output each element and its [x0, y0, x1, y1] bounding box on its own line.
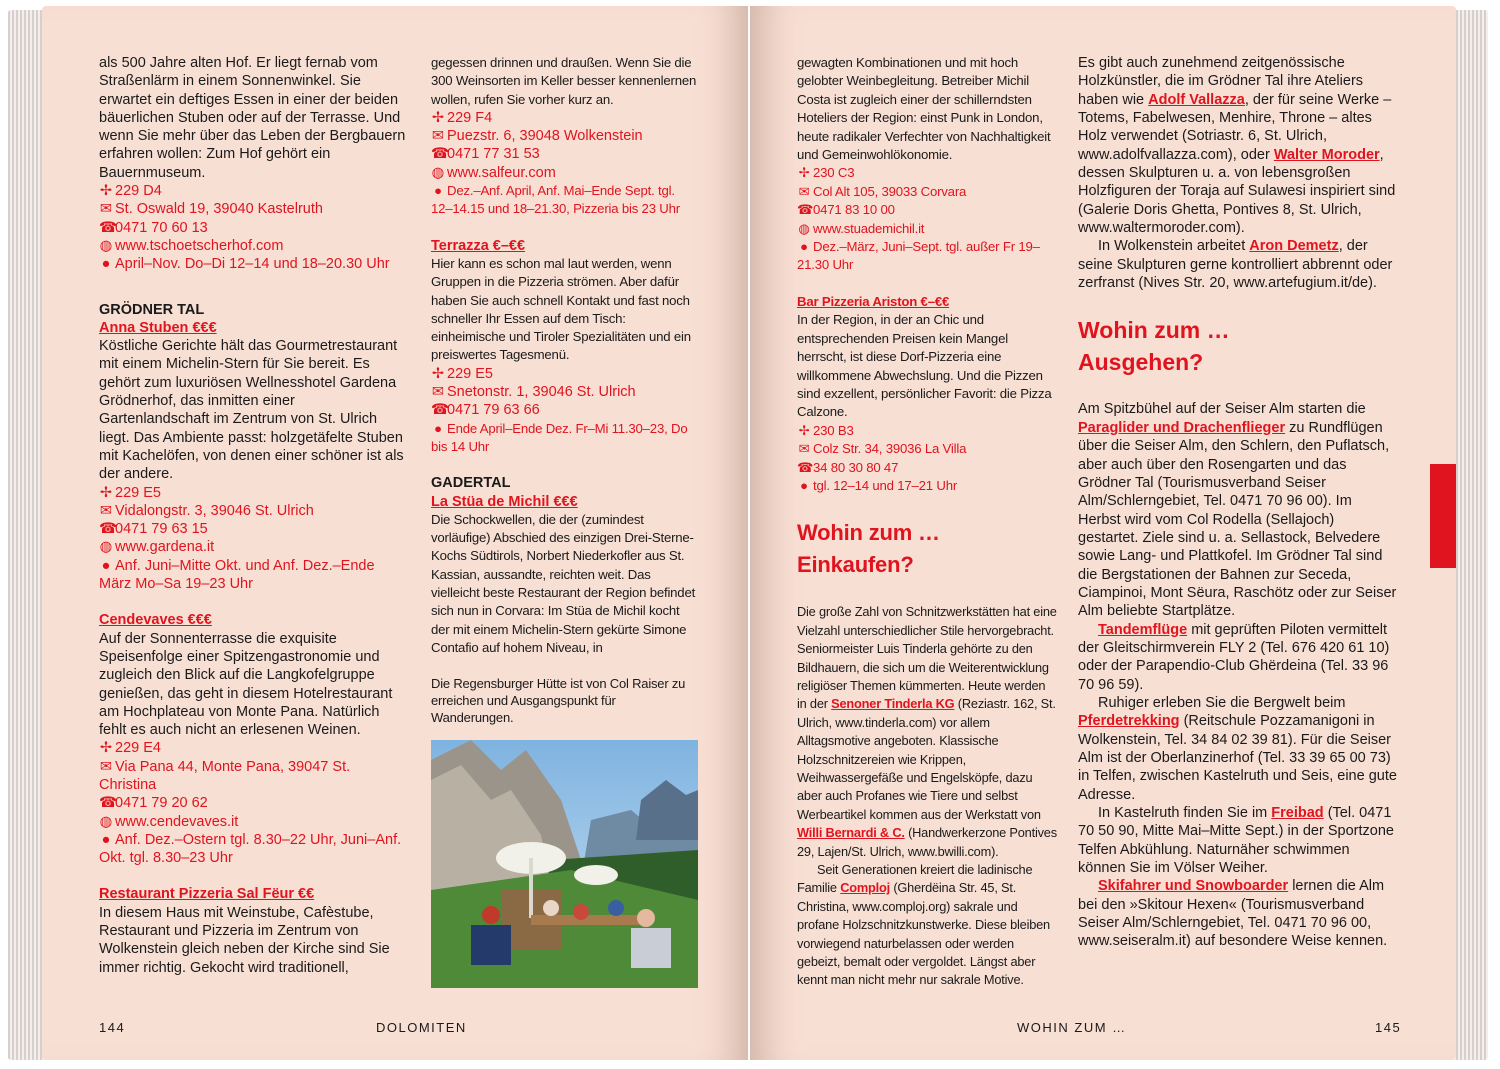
intro-text: gewagten Kombinationen und mit hoch gelobter Weinbegleitung. Betreiber Michil Costa ist zugleich einer der schillerndsten Hoteliers der Region: einst Punk in London, heute radikaler Verfechter von Nachhaltigkeit und Gemeinwohlökonomie. — [797, 55, 1051, 163]
inline-link-comploj[interactable]: Comploj — [840, 880, 890, 896]
info-block: ✢ 229 E5 ✉ Vidalongstr. 3, 39046 St. Ulrich ☎0471 79 63 15 ◍ www.gardena.it ● Anf. Juni–Mitte Okt. und Anf. Dez.–Ende März Mo–Sa 19–23 Uhr — [99, 484, 375, 593]
section-heading-einkaufen: Wohin zum … Einkaufen? — [797, 520, 940, 578]
clock-icon: ● — [101, 831, 111, 848]
clock-icon: ● — [101, 256, 111, 273]
website-link[interactable]: www.stuademichil.it — [813, 220, 925, 236]
left-column-1 — [99, 54, 409, 995]
address-icon: ✉ — [431, 384, 445, 401]
web-icon: ◍ — [99, 813, 113, 830]
entry-anna-stuben — [99, 319, 409, 593]
map-icon: ✢ — [99, 740, 113, 757]
entry-bar-pizzeria-ariston — [797, 293, 1057, 495]
map-icon: ✢ — [798, 165, 810, 181]
right-column-1 — [797, 54, 1057, 990]
paragraph: Es gibt auch zunehmend zeitgenössische Holzkünstler, die im Grödner Tal ihre Ateliers haben wie Adolf Vallazza, der für seine Werke – Totems, Fabelwesen, Menhire, Throne – altes Holz verwendet (Sotriastr. 6, St. Ulrich, www.adolfvallazza.com), oder Walter Moroder, dessen Skulpturen u. a. von lebensgroßen Holzfiguren der Toraja auf Sulawesi inspiriert sind (Galerie Doris Ghetta, Pontives 8, St. Ulrich, www.waltermoroder.com). — [1078, 55, 1396, 237]
entry-title[interactable]: Restaurant Pizzeria Sal Fëur €€ — [99, 886, 315, 903]
entry-text: Köstliche Gerichte hält das Gourmetrestaurant mit einem Michelin-Stern für Sie bereit. Es gehört zum luxuriösen Wellnesshotel Gardena Grödnerhof, das inmitten einer Gartenlandschaft im Zentrum von St. Ulrich liegt. Das Ambiente passt: holzgetäfelte Stuben mit Kachelöfen, von denen einer schöner ist als der andere. — [99, 338, 404, 483]
address-icon: ✉ — [798, 441, 810, 457]
inline-link-vallazza[interactable]: Adolf Vallazza — [1148, 91, 1245, 108]
info-block: ✢ 229 D4 ✉ St. Oswald 19, 39040 Kastelruth ☎0471 70 60 13 ◍ www.tschoetscherhof.com ● April–Nov. Do–Di 12–14 und 18–20.30 Uhr — [99, 183, 390, 273]
map-icon: ✢ — [99, 183, 113, 200]
clock-icon: ● — [434, 183, 442, 199]
paragraph: Am Spitzbühel auf der Seiser Alm starten die Paraglider und Drachenflieger zu Rundflügen über die Seiser Alm, den Schlern, den Puflatsch, aber auch über den Rosengarten und das Grödner Tal (Tourismusverband Seiser Alm/Schlerngebiet, Tel. 0471 70 96 00). Im Herbst wird vom Col Rodella (Sellajoch) gestartet. Ziele sind u. a. Sellastock, Belvedere sowie Lang- und Plattkofel. Im Grödner Tal sind die Bergstationen der Bahnen zur Seceda, Ciampinoi, Mont Sëura, Raschötz oder zur Seiser Alm beliebte Startplätze. — [1078, 401, 1397, 620]
intro-text: als 500 Jahre alten Hof. Er liegt fernab vom Straßenlärm in einem Sonnenwinkel. Sie erwartet ein deftiges Essen in einer der beiden bäuerlichen Stuben oder auf der Terrasse. Und wenn Sie mehr über das Leben der Bergbauern erfahren wollen: Zum Hof gehört ein Bauernmuseum. — [99, 55, 406, 181]
entry-title[interactable]: Anna Stuben €€€ — [99, 319, 217, 336]
entry-stua-de-michil — [431, 493, 699, 658]
address-icon: ✉ — [99, 502, 113, 519]
info-block: ✢ 230 C3 ✉ Col Alt 105, 39033 Corvara ☎0471 83 10 00 ◍ www.stuademichil.it ● Dez.–März, Juni–Sept. tgl. außer Fr 19–21.30 Uhr — [797, 165, 1040, 273]
map-icon: ✢ — [431, 109, 445, 126]
photo-caption: Die Regensburger Hütte ist von Col Raiser zu erreichen und Ausgangspunkt für Wanderungen. — [431, 676, 686, 726]
website-link[interactable]: www.cendevaves.it — [115, 813, 239, 830]
paragraph: Skifahrer und Snowboarder lernen die Alm bei den »Skitour Hexen« (Tourismusverband Seiser Alm/Schlerngebiet, Tel. 0471 70 96 00, www.seiseralm.it) auf besondere Weise kennen. — [1078, 878, 1388, 950]
entry-cendevaves — [99, 611, 409, 867]
page-stack-left — [8, 10, 44, 1060]
paragraph: In Wolkenstein arbeitet Aron Demetz, der seine Skulpturen gerne kontrolliert abbrennt oder zerfranst (Nives Str. 20, www.artefugium.it/de). — [1078, 238, 1393, 292]
paragraph: Tandemflüge mit geprüften Piloten vermittelt der Gleitschirmverein FLY 2 (Tel. 676 420 61 10) oder der Parapendio-Club Ghërdeina (Tel. 33 96 70 96 59). — [1078, 621, 1390, 693]
map-icon: ✢ — [99, 484, 113, 501]
entry-title[interactable]: Bar Pizzeria Ariston €–€€ — [797, 293, 950, 309]
phone-icon: ☎ — [99, 521, 118, 538]
entry-terrazza — [431, 237, 699, 457]
mountain-hut-photo — [431, 740, 698, 988]
right-column-2 — [1078, 54, 1398, 951]
chapter-tab-marker — [1430, 464, 1456, 568]
running-title-right: WOHIN ZUM … — [1017, 1020, 1127, 1035]
entry-title[interactable]: Cendevaves €€€ — [99, 612, 212, 629]
phone-icon: ☎ — [99, 795, 118, 812]
left-column-2 — [431, 54, 699, 988]
right-page — [750, 6, 1456, 1060]
website-link[interactable]: www.gardena.it — [115, 539, 215, 556]
paragraph: Die große Zahl von Schnitzwerkstätten hat eine Vielzahl unterschiedlicher Stile hervorgebracht. Seniormeister Luis Tinderla gehörte zu den Bildhauern, die sich um die Weiterentwicklung religiöser Themen kümmerten. Heute werden in der Senoner Tinderla KG (Reziastr. 162, St. Ulrich, www.tinderla.com) vor allem Alltagsmotive angeboten. Klassische Holzschnitzereien wie Krippen, Weihwassergefäße und Engelsköpfe, dazu aber auch Profanes wie Tiere und selbst Werbeartikel kommen aus der Werkstatt von Willi Bernardi & C. (Handwerkerzone Pontives 29, Lajen/St. Ulrich, www.bwilli.com). — [797, 604, 1057, 859]
website-link[interactable]: www.tschoetscherhof.com — [115, 237, 284, 254]
info-block: ✢ 230 B3 ✉ Colz Str. 34, 39036 La Villa ☎34 80 30 80 47 ● tgl. 12–14 und 17–21 Uhr — [797, 422, 1057, 496]
map-icon: ✢ — [798, 422, 810, 438]
address-icon: ✉ — [99, 758, 113, 775]
website-link[interactable]: www.salfeur.com — [447, 164, 556, 181]
phone-icon: ☎ — [431, 146, 450, 163]
entry-title[interactable]: La Stüa de Michil €€€ — [431, 493, 578, 510]
info-block: ✢ 229 E4 ✉ Via Pana 44, Monte Pana, 39047 St. Christina ☎0471 79 20 62 ◍ www.cendevaves.it ● Anf. Dez.–Ostern tgl. 8.30–22 Uhr, Juni–Anf. Okt. tgl. 8.30–23 Uhr — [99, 740, 402, 867]
inline-link-skifahrer[interactable]: Skifahrer und Snowboarder — [1098, 878, 1289, 895]
info-block: ✢ 229 F4 ✉ Puezstr. 6, 39048 Wolkenstein ☎0471 77 31 53 ◍ www.salfeur.com ● Dez.–Anf. April, Anf. Mai–Ende Sept. tgl. 12–14.15 und 18–21.30, Pizzeria bis 23 Uhr — [431, 109, 680, 217]
inline-link-tinderla[interactable]: Senoner Tinderla KG — [831, 696, 955, 712]
address-icon: ✉ — [99, 201, 113, 218]
phone-icon: ☎ — [797, 202, 814, 218]
inline-link-bernardi[interactable]: Willi Bernardi & C. — [797, 825, 905, 841]
entry-text: In diesem Haus mit Weinstube, Cafèstube, Restaurant und Pizzeria im Zentrum von Wolkenstein gleich neben der Kirche sind Sie immer richtig. Gekocht wird traditionell, — [99, 904, 390, 976]
region-heading: GRÖDNER TAL — [99, 301, 205, 318]
inline-link-pferdetrekking[interactable]: Pferdetrekking — [1078, 713, 1180, 730]
paragraph: Seit Generationen kreiert die ladinische Familie Comploj (Gherdëina Str. 45, St. Christina, www.comploj.org) sakrale und profane Holzschnitzkunstwerke. Diese bleiben vorwiegend naturbelassen oder werden gebeizt, bemalt oder vergoldet. Längst aber kennt man nicht mehr nur sakrale Motive. — [797, 862, 1050, 988]
entry-text: In der Region, in der an Chic und entsprechenden Preisen kein Mangel herrscht, ist diese Dorf-Pizzeria eine willkommene Abwechslung. Und die Pizzen sind exzellent, persönlicher Favorit: die Pizza Calzone. — [797, 312, 1052, 420]
clock-icon: ● — [434, 420, 442, 436]
inline-link-paraglider[interactable]: Paraglider und Drachenflieger — [1078, 419, 1286, 436]
web-icon: ◍ — [798, 220, 810, 236]
page-stack-right — [1454, 10, 1488, 1060]
region-heading: GADERTAL — [431, 475, 511, 492]
phone-icon: ☎ — [431, 402, 450, 419]
running-title-left: DOLOMITEN — [376, 1020, 467, 1035]
info-block: ✢ 229 E5 ✉ Snetonstr. 1, 39046 St. Ulrich ☎0471 79 63 66 ● Ende April–Ende Dez. Fr–Mi 11.30–23, Do bis 14 Uhr — [431, 365, 688, 454]
section-heading-ausgehen: Wohin zum … Ausgehen? — [1078, 317, 1230, 376]
entry-title[interactable]: Terrazza €–€€ — [431, 237, 526, 254]
clock-icon: ● — [800, 477, 808, 493]
entry-text: Hier kann es schon mal laut werden, wenn Gruppen in die Pizzeria strömen. Aber dafür haben Sie auch schnell Kontakt und fast noch schneller Ihr Essen auf dem Tisch: einheimische und Tiroler Spezialitäten und ein preiswertes Tagesmenü. — [431, 255, 691, 363]
inline-link-moroder[interactable]: Walter Moroder — [1273, 146, 1380, 163]
web-icon: ◍ — [99, 539, 113, 556]
page-number-right: 145 — [1375, 1020, 1402, 1035]
left-page — [42, 6, 748, 1060]
entry-sal-feur — [99, 885, 409, 976]
web-icon: ◍ — [431, 164, 445, 181]
entry-text: Auf der Sonnenterrasse die exquisite Speisenfolge einer Spitzengastronomie und zugleich den Blick auf die Langkofelgruppe genießen, das geht in diesem Hotelrestaurant am Hochplateau von Monte Pana. Natürlich fehlt es auch nicht an erlesenen Weinen. — [99, 630, 393, 739]
inline-link-tandemfluege[interactable]: Tandemflüge — [1098, 621, 1188, 638]
inline-link-freibad[interactable]: Freibad — [1271, 805, 1324, 822]
paragraph: In Kastelruth finden Sie im Freibad (Tel. 0471 70 50 90, Mitte Mai–Mitte Sept.) in der Sportzone Telfen Abkühlung. Naturnäher schwimmen können Sie im Völser Weiher. — [1078, 805, 1394, 877]
inline-link-demetz[interactable]: Aron Demetz — [1249, 238, 1339, 255]
map-icon: ✢ — [431, 365, 445, 382]
address-icon: ✉ — [431, 128, 445, 145]
entry-text: Die Schockwellen, die der (zumindest vorläufige) Abschied des einzigen Drei-Sterne-Kochs Südtirols, Norbert Niederkofler aus St. Kassian, aussandte, reichten weit. Das vielleicht beste Restaurant der Region befindet sich nun in Corvara: Im Stüa de Michil kocht der mit einem Michelin-Stern gekürte Simone Contafio auf hohem Niveau, in — [431, 511, 696, 655]
clock-icon: ● — [101, 557, 111, 574]
address-icon: ✉ — [798, 183, 810, 199]
page-number-left: 144 — [99, 1020, 126, 1035]
intro-text: gegessen drinnen und draußen. Wenn Sie die 300 Weinsorten im Keller besser kennenlernen wollen, rufen Sie vorher kurz an. — [431, 55, 697, 107]
phone-icon: ☎ — [797, 459, 814, 475]
phone-icon: ☎ — [99, 219, 118, 236]
paragraph: Ruhiger erleben Sie die Bergwelt beim Pferdetrekking (Reitschule Pozzamanigoni in Wolkenstein, Tel. 34 84 02 39 81). Für die Seiser Alm ist der Oberlanzinerhof (Tel. 33 39 65 00 73) in Telfen, zwischen Kastelruth und Seis, eine gute Adresse. — [1078, 694, 1397, 803]
clock-icon: ● — [800, 239, 808, 255]
web-icon: ◍ — [99, 237, 113, 254]
